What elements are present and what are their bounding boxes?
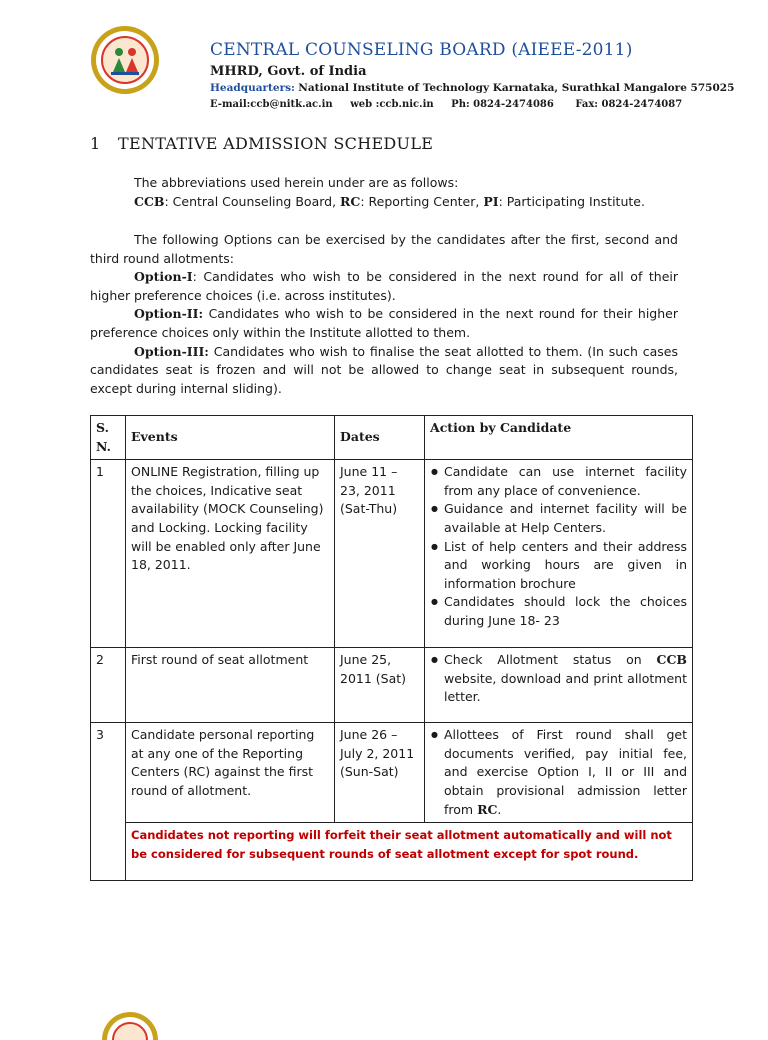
col-header-action: Action by Candidate bbox=[425, 416, 693, 460]
headquarters-line bbox=[210, 82, 734, 94]
ccb-logo bbox=[89, 22, 161, 100]
abbr-ccb: CCB bbox=[134, 193, 165, 209]
ministry-name: MHRD, Govt. of India bbox=[210, 64, 367, 79]
abbreviations-list bbox=[90, 193, 678, 212]
action-text: Check Allotment status on bbox=[444, 652, 657, 668]
abbr-ccb-def: : Central Counseling Board, bbox=[164, 193, 341, 209]
row-dates bbox=[335, 460, 425, 648]
fax-number: Fax: 0824-2474087 bbox=[575, 99, 683, 110]
row-sn: 3 bbox=[91, 723, 126, 881]
row-date: June 25, 2011 (Sat) bbox=[335, 648, 425, 723]
section-number: 1 bbox=[90, 134, 101, 153]
action-item: ● List of help centers and their address and working hours are given in information brochure bbox=[430, 538, 687, 594]
row-event: First round of seat allotment bbox=[126, 648, 335, 723]
phone-number: Ph: 0824-2474086 bbox=[451, 99, 554, 110]
action-item bbox=[430, 726, 687, 819]
option-1-text: : Candidates who wish to be considered in the next round for all of their higher preference choices (i.e. across institutes). bbox=[90, 269, 678, 303]
email-link[interactable]: E-mail:ccb@nitk.ac.in bbox=[210, 99, 333, 110]
web-link[interactable]: web :ccb.nic.in bbox=[350, 99, 434, 110]
row-actions bbox=[425, 460, 693, 648]
row-date: June 26 – July 2, 2011 bbox=[340, 727, 415, 761]
action-text-end: website, download and print allotment letter. bbox=[444, 670, 687, 705]
row-sn: 2 bbox=[91, 648, 126, 723]
table-header-row bbox=[91, 416, 693, 460]
abbreviations-block bbox=[90, 174, 678, 211]
action-item bbox=[430, 651, 687, 707]
abbr-pi-def: : Participating Institute. bbox=[498, 193, 645, 209]
abbr-pi: PI bbox=[483, 193, 499, 209]
table-row bbox=[91, 723, 693, 823]
options-intro: The following Options can be exercised by the candidates after the first, second and third round allotments: bbox=[90, 232, 678, 266]
action-item: ● Candidates should lock the choices during June 18- 23 bbox=[430, 593, 687, 630]
action-text-end: . bbox=[497, 801, 502, 817]
forfeit-warning: Candidates not reporting will forfeit their seat allotment automatically and will not be considered for subsequent rounds of seat allotment except for spot round. bbox=[126, 823, 693, 881]
abbr-rc-def: : Reporting Center, bbox=[360, 193, 484, 209]
admission-schedule-table bbox=[90, 415, 693, 881]
col-header-events: Events bbox=[126, 416, 335, 460]
row-date-days: (Sun-Sat) bbox=[340, 764, 399, 780]
row-event: Candidate personal reporting at any one of the Reporting Centers (RC) against the first round of allotment. bbox=[126, 723, 335, 823]
option-3-label: Option-III: bbox=[134, 343, 209, 359]
board-title: CENTRAL COUNSELING BOARD (AIEEE-2011) bbox=[210, 40, 633, 60]
contact-line bbox=[210, 99, 682, 110]
table-row bbox=[91, 460, 693, 648]
action-item: ● Candidate can use internet facility from any place of convenience. bbox=[430, 463, 687, 500]
section-title: TENTATIVE ADMISSION SCHEDULE bbox=[118, 134, 434, 153]
row-actions bbox=[425, 648, 693, 723]
row-actions bbox=[425, 723, 693, 823]
row-date-days: (Sat-Thu) bbox=[340, 501, 398, 517]
col-header-sn: S. N. bbox=[91, 416, 126, 460]
ccb-logo-next-page bbox=[100, 1010, 160, 1040]
action-ccb: CCB bbox=[656, 652, 687, 668]
headquarters-address: National Institute of Technology Karnataka, Surathkal Mangalore 575025 bbox=[298, 82, 735, 94]
warning-row bbox=[91, 823, 693, 881]
action-item: ● Guidance and internet facility will be available at Help Centers. bbox=[430, 500, 687, 537]
section-heading bbox=[90, 134, 433, 153]
option-3-text: Candidates who wish to finalise the seat allotted to them. (In such cases candidates seat is frozen and will not be allowed to change seat in subsequent rounds, except during internal sliding). bbox=[90, 343, 678, 396]
row-dates bbox=[335, 723, 425, 823]
row-sn: 1 bbox=[91, 460, 126, 648]
col-header-dates: Dates bbox=[335, 416, 425, 460]
option-1-label: Option-I bbox=[134, 269, 193, 285]
action-rc: RC bbox=[477, 801, 498, 817]
option-2-label: Option-II: bbox=[134, 306, 204, 322]
option-2 bbox=[90, 305, 678, 342]
option-1 bbox=[90, 268, 678, 305]
row-event: ONLINE Registration, filling up the choices, Indicative seat availability (MOCK Counseling) and Locking. Locking facility will be enabled only after June 18, 2011. bbox=[126, 460, 335, 648]
headquarters-label: Headquarters: bbox=[210, 82, 295, 94]
row-date: June 11 – 23, 2011 bbox=[340, 464, 398, 498]
action-text: Allottees of First round shall get documents verified, pay initial fee, and exercise Option I, II or III and obtain provisional admission letter from bbox=[444, 727, 687, 817]
options-block bbox=[90, 231, 678, 398]
abbr-rc: RC bbox=[340, 193, 361, 209]
abbreviations-intro: The abbreviations used herein under are as follows: bbox=[134, 175, 459, 190]
option-2-text: Candidates who wish to be considered in the next round for their higher preference choices only within the Institute allotted to them. bbox=[90, 306, 678, 340]
option-3 bbox=[90, 343, 678, 399]
table-row bbox=[91, 648, 693, 723]
